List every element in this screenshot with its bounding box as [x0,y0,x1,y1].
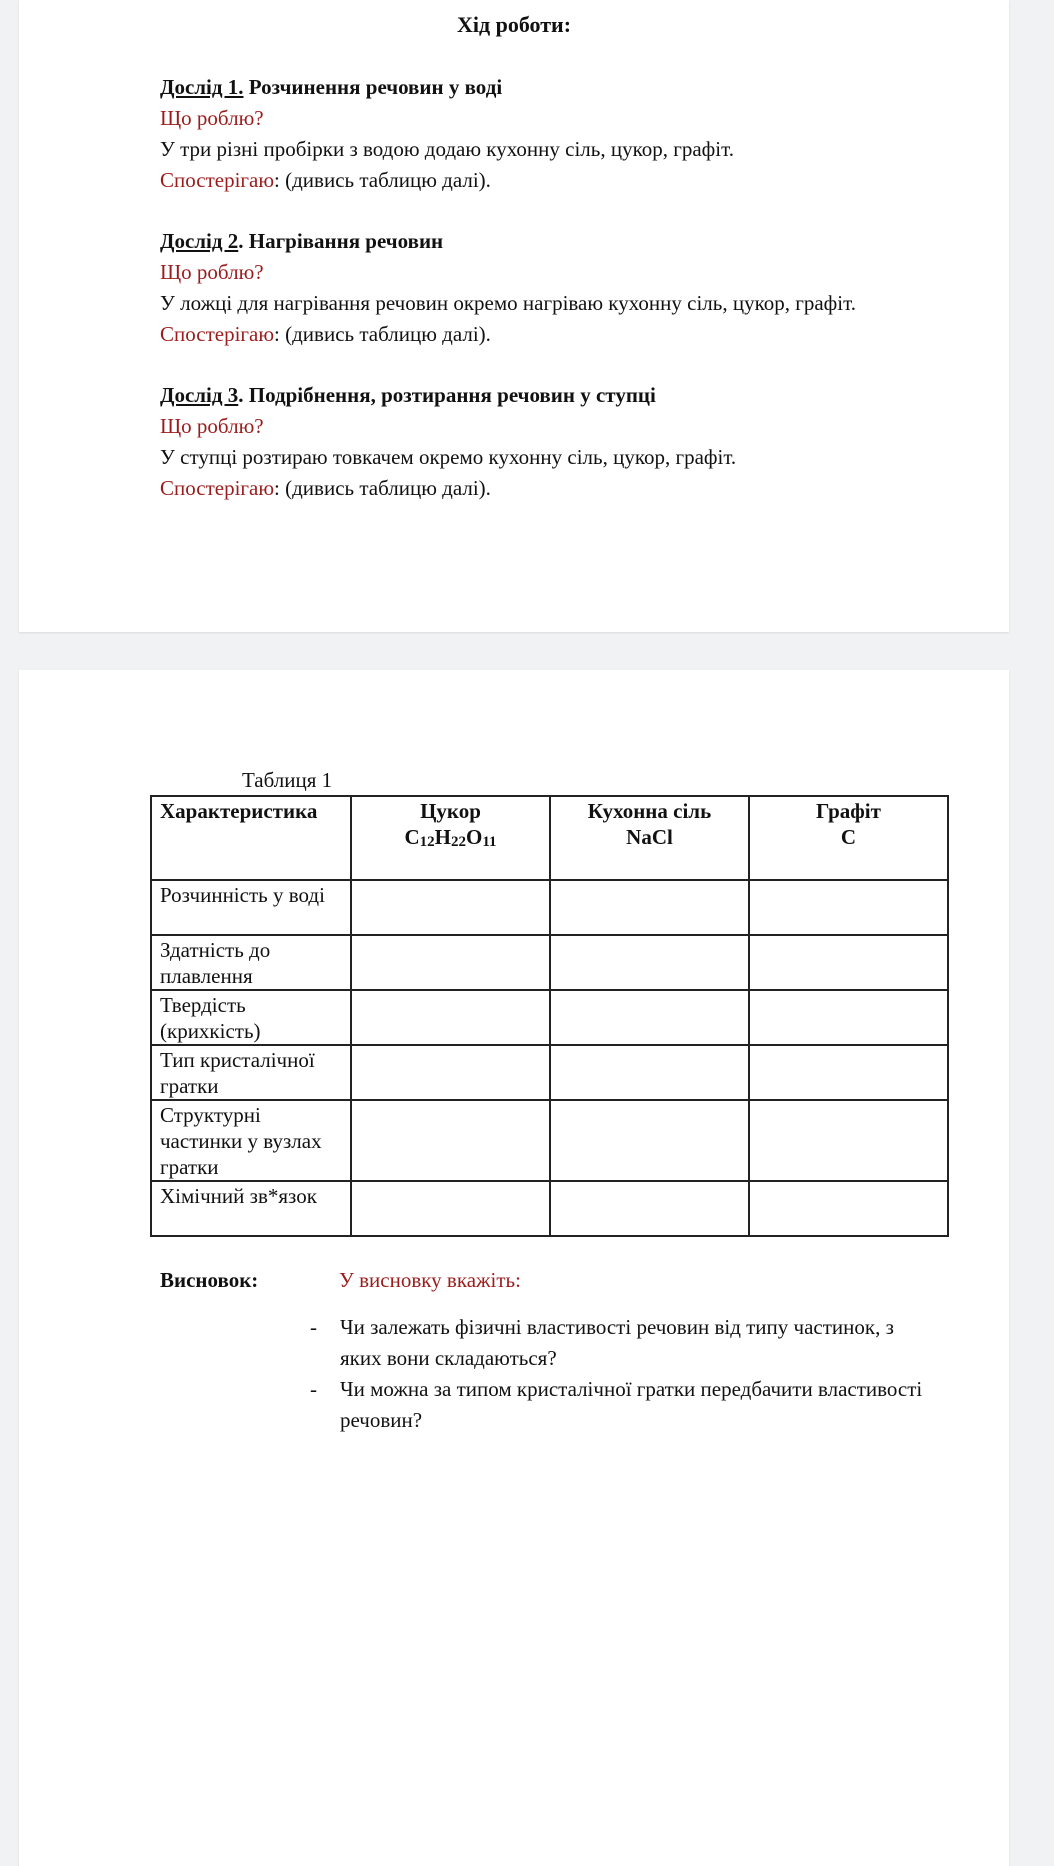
header-salt [550,796,749,880]
formula-o: O [465,825,483,849]
experiment-2-question: Що роблю? [160,260,264,284]
table-cell-salt[interactable] [550,1045,749,1100]
conclusion-label: Висновок: [160,1268,259,1292]
formula-c-sub: 12 [419,834,435,850]
conclusion-hint: У висновку вкажіть: [339,1268,521,1292]
experiment-1-observe-label: Спостерігаю [160,168,275,192]
experiment-2-description: У ложці для нагрівання речовин окремо нагріваю кухонну сіль, цукор, графіт. [160,291,856,315]
question-text: Чи залежать фізичні властивості речовин від типу частинок, з яких вони складаються? [340,1315,894,1370]
table-cell-salt[interactable] [550,935,749,990]
list-item [310,1312,930,1374]
experiment-3-title-text: . Подрібнення, розтирання речовин у ступці [238,383,656,407]
bullet-dash: - [310,1377,317,1401]
table-row [151,1100,948,1181]
experiment-3-description: У ступці розтираю товкачем окремо кухонну сіль, цукор, графіт. [160,445,737,469]
experiment-3-observe-label: Спостерігаю [160,476,275,500]
experiment-2-observe-label: Спостерігаю [160,322,275,346]
row-label: Твердість (крихкість) [151,990,351,1045]
bullet-dash: - [310,1315,317,1339]
experiment-1-question: Що роблю? [160,106,264,130]
list-item [310,1374,930,1436]
table-cell-salt[interactable] [550,1100,749,1181]
graphite-formula: C [840,825,857,849]
table-header-row [151,796,948,880]
experiment-3-question: Що роблю? [160,414,264,438]
row-label: Хімічний зв*язок [151,1181,351,1236]
formula-h-sub: 22 [450,834,466,850]
row-label: Структурні частинки у вузлах гратки [151,1100,351,1181]
sugar-formula [360,824,541,855]
formula-h: H [434,825,451,849]
document-page-2 [19,670,1009,1866]
experiment-3 [160,380,736,504]
table-cell-sugar[interactable] [351,1045,550,1100]
table-row [151,880,948,935]
experiment-1-title [160,72,734,103]
experiment-2-observation [160,319,856,350]
row-label: Тип кристалічної гратки [151,1045,351,1100]
table-cell-graphite[interactable] [749,990,948,1045]
experiment-1-number: Дослід 1. [160,75,244,99]
table-cell-graphite[interactable] [749,935,948,990]
experiment-1-description: У три різні пробірки з водою додаю кухонну сіль, цукор, графіт. [160,137,734,161]
table-cell-salt[interactable] [550,1181,749,1236]
table-cell-graphite[interactable] [749,1181,948,1236]
experiment-3-observe-text: : (дивись таблицю далі). [274,476,491,500]
table-cell-sugar[interactable] [351,880,550,935]
experiment-2-title [160,226,856,257]
graphite-name: Графіт [816,799,881,823]
formula-c: C [404,825,420,849]
formula-o-sub: 11 [482,834,497,850]
experiment-1 [160,72,734,196]
page-heading: Хід роботи: [456,12,572,37]
experiment-3-number: Дослід 3 [160,383,239,407]
experiment-2 [160,226,856,350]
experiment-1-observation [160,165,734,196]
header-graphite [749,796,948,880]
conclusion-questions [310,1312,930,1436]
table-row [151,935,948,990]
table-cell-salt[interactable] [550,880,749,935]
header-sugar [351,796,550,880]
table-caption: Таблиця 1 [242,768,333,792]
sugar-name: Цукор [420,799,481,823]
row-label: Здатність до плавлення [151,935,351,990]
document-page-1 [19,0,1009,632]
experiment-2-number: Дослід 2 [160,229,239,253]
table-cell-sugar[interactable] [351,935,550,990]
table-cell-sugar[interactable] [351,1181,550,1236]
question-text: Чи можна за типом кристалічної гратки передбачити властивості речовин? [340,1377,923,1432]
table-row [151,990,948,1045]
salt-name: Кухонна сіль [587,799,712,823]
table-cell-graphite[interactable] [749,880,948,935]
table-cell-salt[interactable] [550,990,749,1045]
experiment-2-observe-text: : (дивись таблицю далі). [274,322,491,346]
experiment-3-title [160,380,736,411]
experiment-1-title-text: Розчинення речовин у воді [243,75,503,99]
salt-formula: NaCl [626,825,673,849]
row-label: Розчинність у воді [151,880,351,935]
experiment-2-title-text: . Нагрівання речовин [238,229,444,253]
table-cell-graphite[interactable] [749,1100,948,1181]
properties-table [150,795,949,1237]
table-cell-sugar[interactable] [351,990,550,1045]
experiment-1-observe-text: : (дивись таблицю далі). [274,168,491,192]
header-characteristic: Характеристика [151,796,351,880]
table-row [151,1181,948,1236]
experiment-3-observation [160,473,736,504]
table-row [151,1045,948,1100]
table-cell-graphite[interactable] [749,1045,948,1100]
table-cell-sugar[interactable] [351,1100,550,1181]
